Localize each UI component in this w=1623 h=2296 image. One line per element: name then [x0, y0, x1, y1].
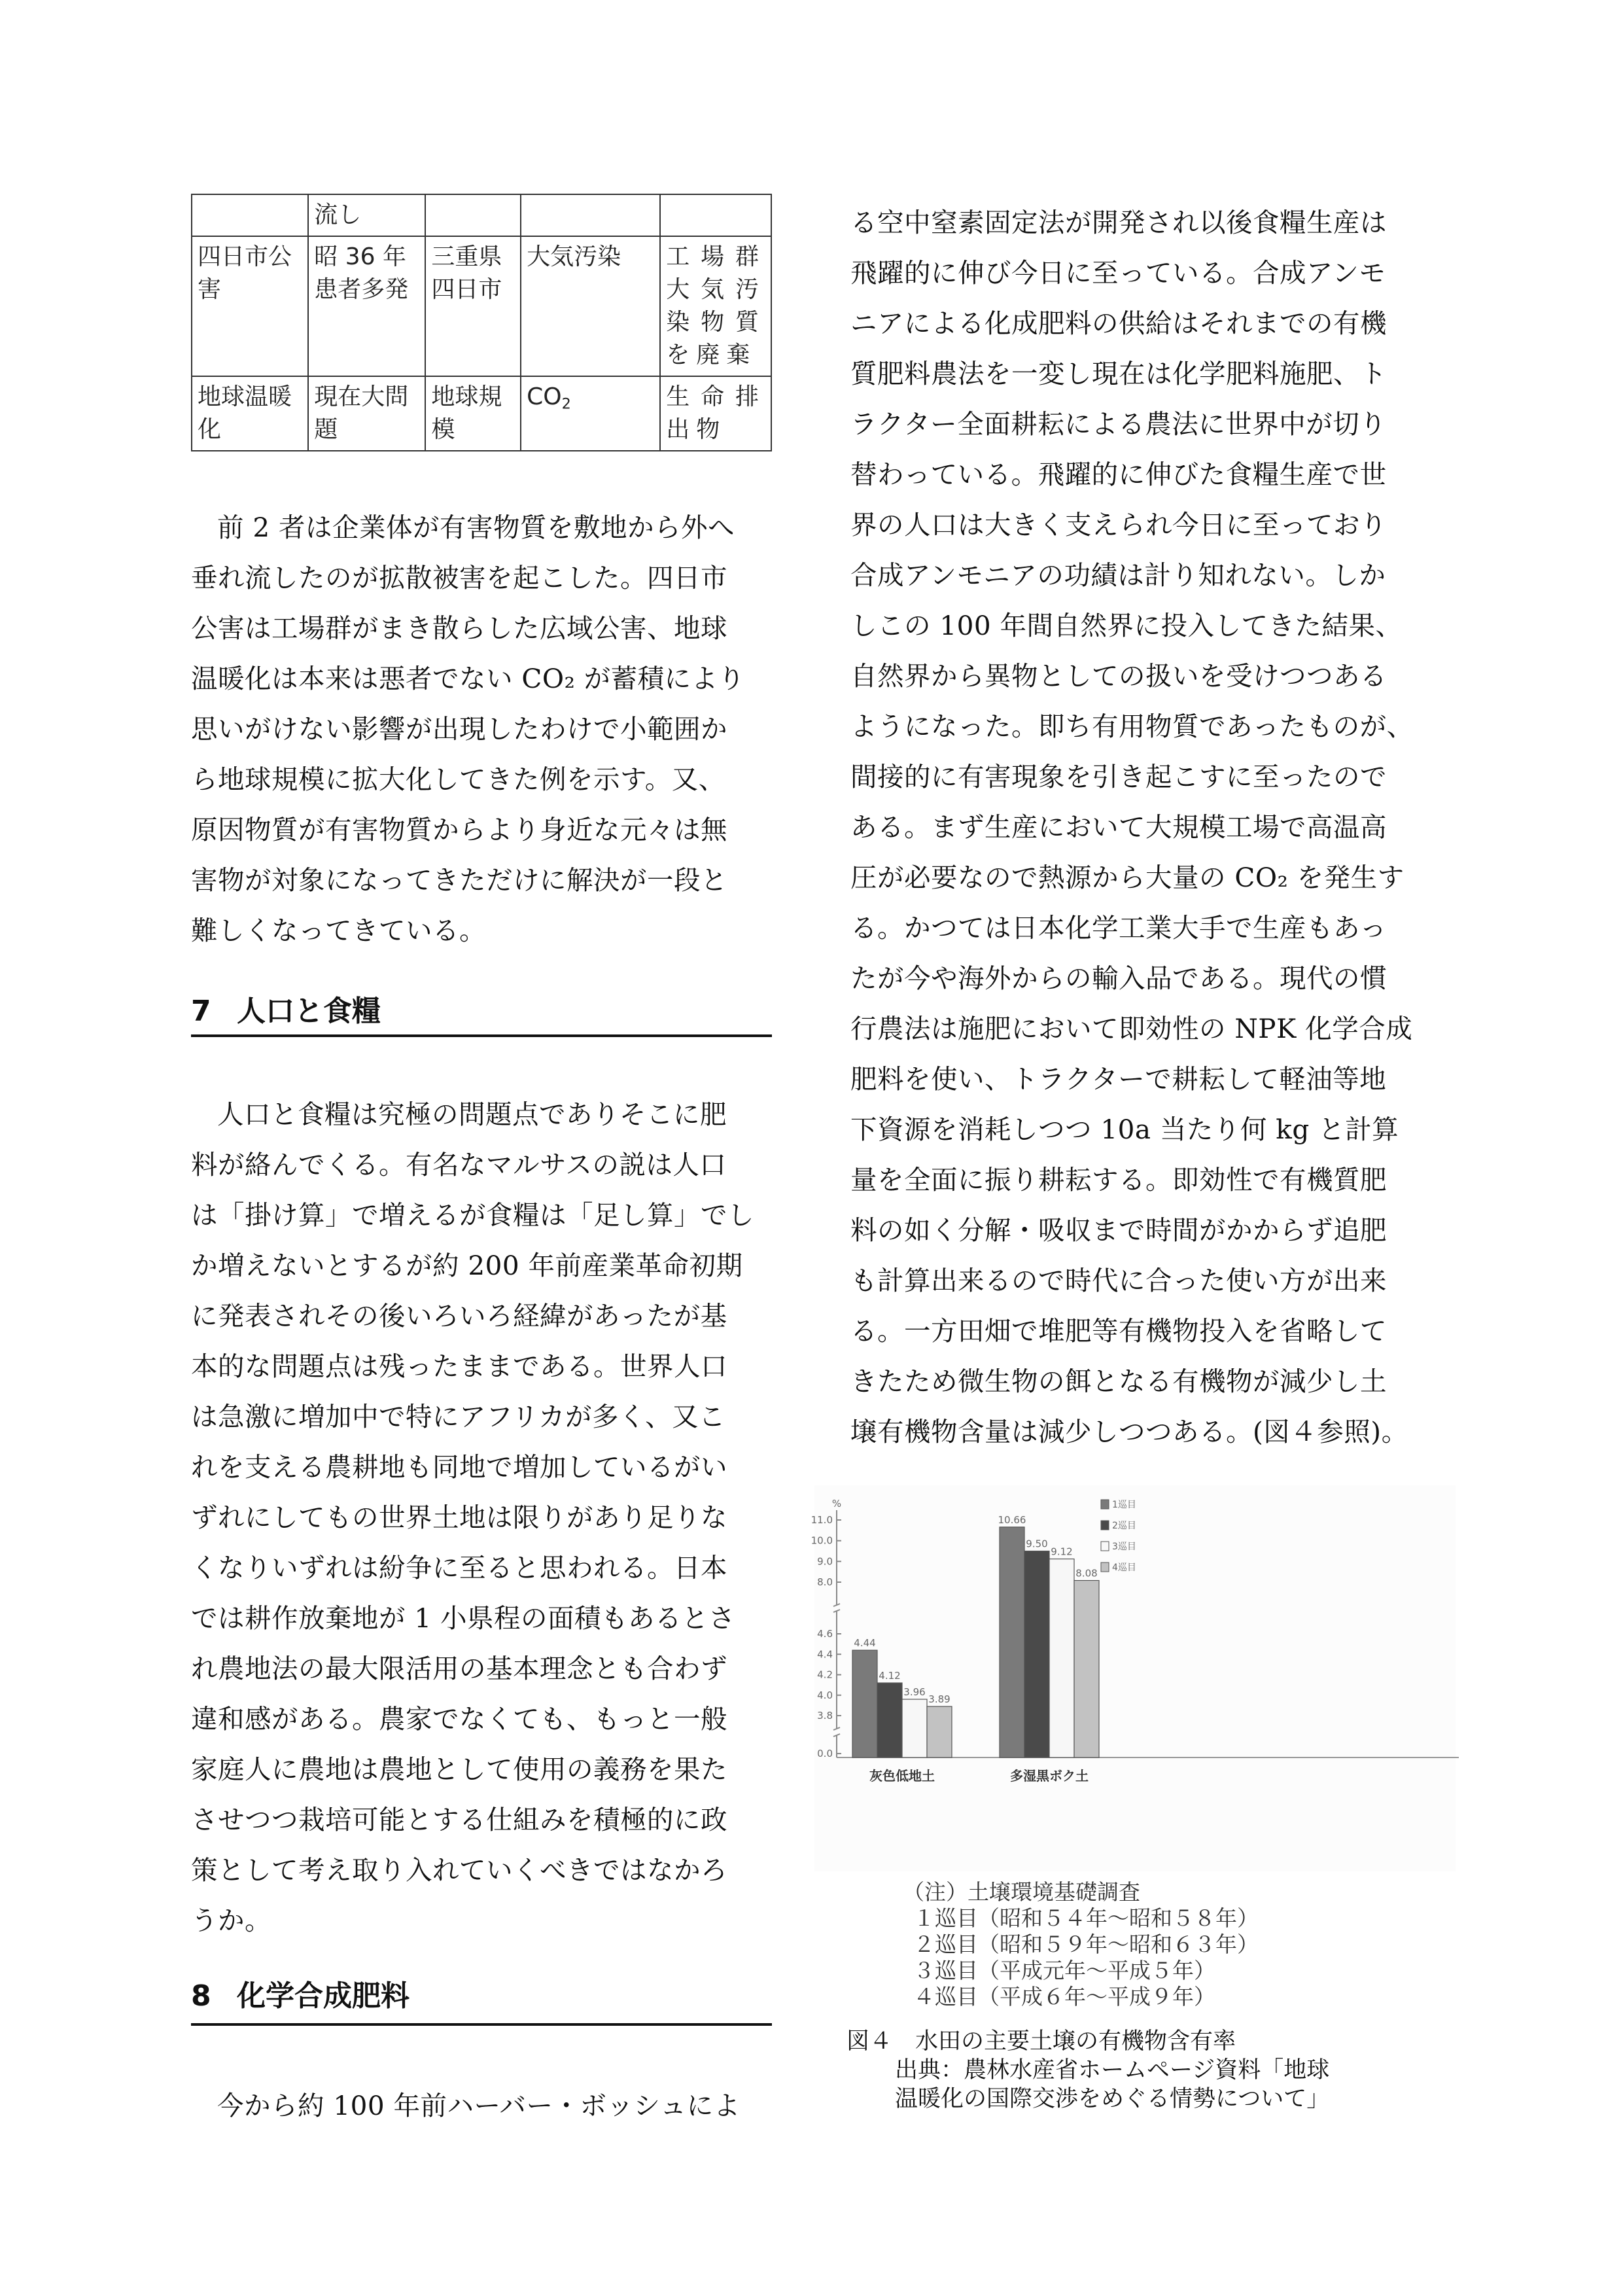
text-line: 質肥料農法を一変し現在は化学肥料施肥、ト — [850, 358, 1387, 389]
table-cell: 地球温暖化 — [192, 376, 308, 451]
text-line: ら地球規模に拡大化してきた例を示す。又、 — [191, 764, 725, 795]
section-divider — [191, 1034, 772, 1037]
bar-value-label: 3.89 — [928, 1693, 951, 1705]
text-line: しこの 100 年間自然界に投入してきた結果、 — [850, 610, 1403, 641]
text-line: 家庭人に農地は農地として使用の義務を果た — [191, 1754, 727, 1785]
y-tick-label: 4.0 — [817, 1689, 833, 1701]
table-cell — [192, 194, 308, 236]
category-label: 多湿黒ボク土 — [1010, 1768, 1089, 1784]
text-line: 垂れ流したのが拡散被害を起こした。四日市 — [191, 562, 727, 593]
figure-notes — [903, 1879, 1259, 2010]
text-line: は急激に増加中で特にアフリカが多く、又こ — [191, 1401, 726, 1432]
legend-swatch — [1101, 1563, 1109, 1572]
bar-value-label: 9.50 — [1026, 1538, 1048, 1550]
text-line: 行農法は施肥において即効性の NPK 化学合成 — [850, 1013, 1413, 1044]
y-tick-label: 4.4 — [817, 1648, 833, 1661]
note-line: ２巡目（昭和５９年～昭和６３年） — [913, 1932, 1259, 1957]
text-line: 前 2 者は企業体が有害物質を敷地から外へ — [217, 512, 735, 543]
text-line: させつつ栽培可能とする仕組みを積極的に政 — [191, 1804, 727, 1835]
legend-label: 4巡目 — [1112, 1563, 1136, 1573]
table-cell: 現在大問題 — [308, 376, 425, 451]
table-row — [192, 376, 771, 451]
text-line: 難しくなってきている。 — [191, 915, 486, 946]
co2-subscript: 2 — [561, 395, 571, 413]
section-number: 8 — [191, 1979, 211, 2013]
section-title: 人口と食糧 — [237, 995, 381, 1028]
text-line: 害物が対象になってきただけに解決が一段と — [191, 864, 727, 896]
text-line: ずれにしてもの世界土地は限りがあり足りな — [191, 1502, 727, 1533]
text-line: れ農地法の最大限活用の基本理念とも合わず — [191, 1653, 727, 1684]
table-cell: 工場群大気汚染物質を廃棄 — [660, 236, 771, 376]
source-line: 出典：農林水産省ホームページ資料「地球 — [895, 2057, 1330, 2083]
text-line: 本的な問題点は残ったままである。世界人口 — [191, 1351, 727, 1382]
source-line: 温暖化の国際交渉をめぐる情勢について」 — [895, 2086, 1330, 2112]
table-cell-co2 — [521, 376, 660, 451]
text-line: では耕作放棄地が 1 小県程の面積もあるとさ — [191, 1602, 736, 1634]
text-line: 温暖化は本来は悪者でない CO₂ が蓄積により — [191, 663, 745, 694]
text-line: ある。まず生産において大規模工場で高温高 — [850, 811, 1387, 843]
text-line: たが今や海外からの輸入品である。現代の慣 — [850, 963, 1387, 994]
table-cell: 生命排出物 — [660, 376, 771, 451]
y-axis-unit-label: % — [831, 1498, 842, 1510]
note-title: （注）土壌環境基礎調査 — [903, 1879, 1140, 1905]
text-line: うか。 — [191, 1905, 271, 1936]
text-line: 策として考え取り入れていくべきではなかろ — [191, 1854, 727, 1886]
text-line: 圧が必要なので熱源から大量の CO₂ を発生す — [850, 862, 1405, 893]
bar-value-label: 8.08 — [1075, 1567, 1098, 1580]
section-number: 7 — [191, 995, 211, 1028]
text-line: 原因物質が有害物質からより身近な元々は無 — [191, 814, 727, 845]
table-cell — [660, 194, 771, 236]
table-cell — [425, 194, 521, 236]
text-line: ニアによる化成肥料の供給はそれまでの有機 — [850, 308, 1387, 339]
text-line: 合成アンモニアの功績は計り知れない。しか — [850, 559, 1386, 591]
text-line: 飛躍的に伸び今日に至っている。合成アンモ — [850, 257, 1386, 289]
bar-value-label: 9.12 — [1051, 1545, 1073, 1558]
text-line: 自然界から異物としての扱いを受けつつある — [850, 660, 1387, 692]
text-line: 壌有機物含量は減少しつつある。(図４参照)。 — [850, 1416, 1408, 1447]
text-line: 量を全面に振り耕耘する。即効性で有機質肥 — [850, 1164, 1387, 1195]
text-line: 間接的に有害現象を引き起こすに至ったので — [850, 761, 1387, 792]
text-line: は「掛け算」で増えるが食糧は「足し算」でし — [191, 1199, 754, 1231]
text-line: れを支える農耕地も同地で増加しているがい — [191, 1451, 727, 1483]
legend-swatch — [1101, 1521, 1109, 1530]
bar — [927, 1706, 952, 1757]
bar-chart — [811, 1466, 1465, 1871]
text-line: 下資源を消耗しつつ 10a 当たり何 kg と計算 — [850, 1114, 1399, 1145]
text-line: 界の人口は大きく支えられ今日に至っており — [850, 509, 1387, 540]
pollution-table — [191, 194, 772, 451]
table-cell: 三重県四日市 — [425, 236, 521, 376]
bar-value-label: 4.12 — [879, 1670, 901, 1682]
y-tick-label: 4.6 — [817, 1628, 833, 1640]
y-tick-label: 10.0 — [811, 1534, 833, 1547]
bar — [1024, 1551, 1049, 1758]
table-cell — [521, 194, 660, 236]
legend-swatch — [1101, 1500, 1109, 1509]
text-line: ようになった。即ち有用物質であったものが、 — [850, 711, 1414, 742]
text-line: ラクター全面耕耘による農法に世界中が切り — [850, 408, 1387, 440]
table-row — [192, 194, 771, 236]
legend-label: 2巡目 — [1112, 1521, 1136, 1531]
bar — [1074, 1580, 1099, 1757]
y-tick-label: 8.0 — [817, 1576, 833, 1588]
text-line: 公害は工場群がまき散らした広域公害、地球 — [191, 612, 727, 644]
figure-caption: 図４ 水田の主要土壌の有機物含有率 — [846, 2028, 1236, 2055]
bar — [852, 1650, 877, 1757]
section-title: 化学合成肥料 — [237, 1979, 410, 2013]
text-line: る。かつては日本化学工業大手で生産もあっ — [850, 912, 1387, 944]
paragraph-population-food — [191, 1089, 773, 1946]
text-line: 人口と食糧は究極の問題点でありそこに肥 — [217, 1099, 727, 1130]
note-line: ３巡目（平成元年～平成５年） — [913, 1958, 1215, 1983]
legend-swatch — [1101, 1542, 1109, 1551]
table-cell: 昭 36 年患者多発 — [308, 236, 425, 376]
text-line: か増えないとするが約 200 年前産業革命初期 — [191, 1250, 743, 1281]
bar — [877, 1683, 902, 1757]
legend-label: 1巡目 — [1112, 1500, 1136, 1510]
bar — [902, 1699, 927, 1757]
note-line: ４巡目（平成６年～平成９年） — [913, 1984, 1215, 2009]
section-heading-8 — [191, 1979, 410, 2013]
legend-label: 3巡目 — [1112, 1542, 1136, 1552]
table-cell: 四日市公害 — [192, 236, 308, 376]
paragraph-pollution-summary — [191, 503, 773, 956]
paragraph-chemical-fertilizer — [850, 198, 1442, 1457]
paragraph-chemical-fertilizer-start — [191, 2081, 773, 2131]
text-line: に発表されその後いろいろ経緯があったが基 — [191, 1300, 727, 1332]
text-line: 料が絡んでくる。有名なマルサスの説は人口 — [191, 1149, 727, 1180]
category-label: 灰色低地土 — [869, 1768, 935, 1784]
y-tick-label: 4.2 — [817, 1669, 833, 1681]
y-tick-label: 3.8 — [817, 1710, 833, 1722]
bar-value-label: 10.66 — [998, 1513, 1026, 1526]
bar-value-label: 3.96 — [903, 1686, 926, 1698]
y-tick-label: 11.0 — [811, 1514, 833, 1526]
text-line: 今から約 100 年前ハーバー・ボッシュによ — [217, 2090, 741, 2121]
text-line: くなりいずれは紛争に至ると思われる。日本 — [191, 1552, 727, 1583]
co2-text: CO — [527, 383, 562, 410]
y-tick-label: 9.0 — [817, 1555, 833, 1568]
figure-source — [895, 2056, 1329, 2113]
note-line: １巡目（昭和５４年～昭和５８年） — [913, 1905, 1259, 1931]
y-tick-label: 0.0 — [817, 1748, 833, 1759]
table-cell: 地球規模 — [425, 376, 521, 451]
section-heading-7 — [191, 995, 381, 1029]
text-line: る。一方田畑で堆肥等有機物投入を省略して — [850, 1315, 1387, 1347]
table-cell: 流し — [308, 194, 425, 236]
text-line: 替わっている。飛躍的に伸びた食糧生産で世 — [850, 459, 1387, 490]
text-line: 思いがけない影響が出現したわけで小範囲か — [191, 713, 727, 745]
section-divider — [191, 2023, 772, 2026]
bar-value-label: 4.44 — [854, 1637, 876, 1649]
table-row — [192, 236, 771, 376]
text-line: 料の如く分解・吸収まで時間がかからず追肥 — [850, 1214, 1387, 1246]
text-line: る空中窒素固定法が開発され以後食糧生産は — [850, 207, 1387, 238]
organic-matter-chart — [811, 1466, 1465, 1871]
text-line: も計算出来るので時代に合った使い方が出来 — [850, 1265, 1387, 1296]
bar — [1000, 1527, 1024, 1757]
bar — [1049, 1559, 1074, 1757]
text-line: 違和感がある。農家でなくても、もっと一般 — [191, 1703, 727, 1735]
table-cell: 大気汚染 — [521, 236, 660, 376]
text-line: 肥料を使い、トラクターで耕耘して軽油等地 — [850, 1063, 1387, 1095]
text-line: きたため微生物の餌となる有機物が減少し土 — [850, 1366, 1387, 1397]
